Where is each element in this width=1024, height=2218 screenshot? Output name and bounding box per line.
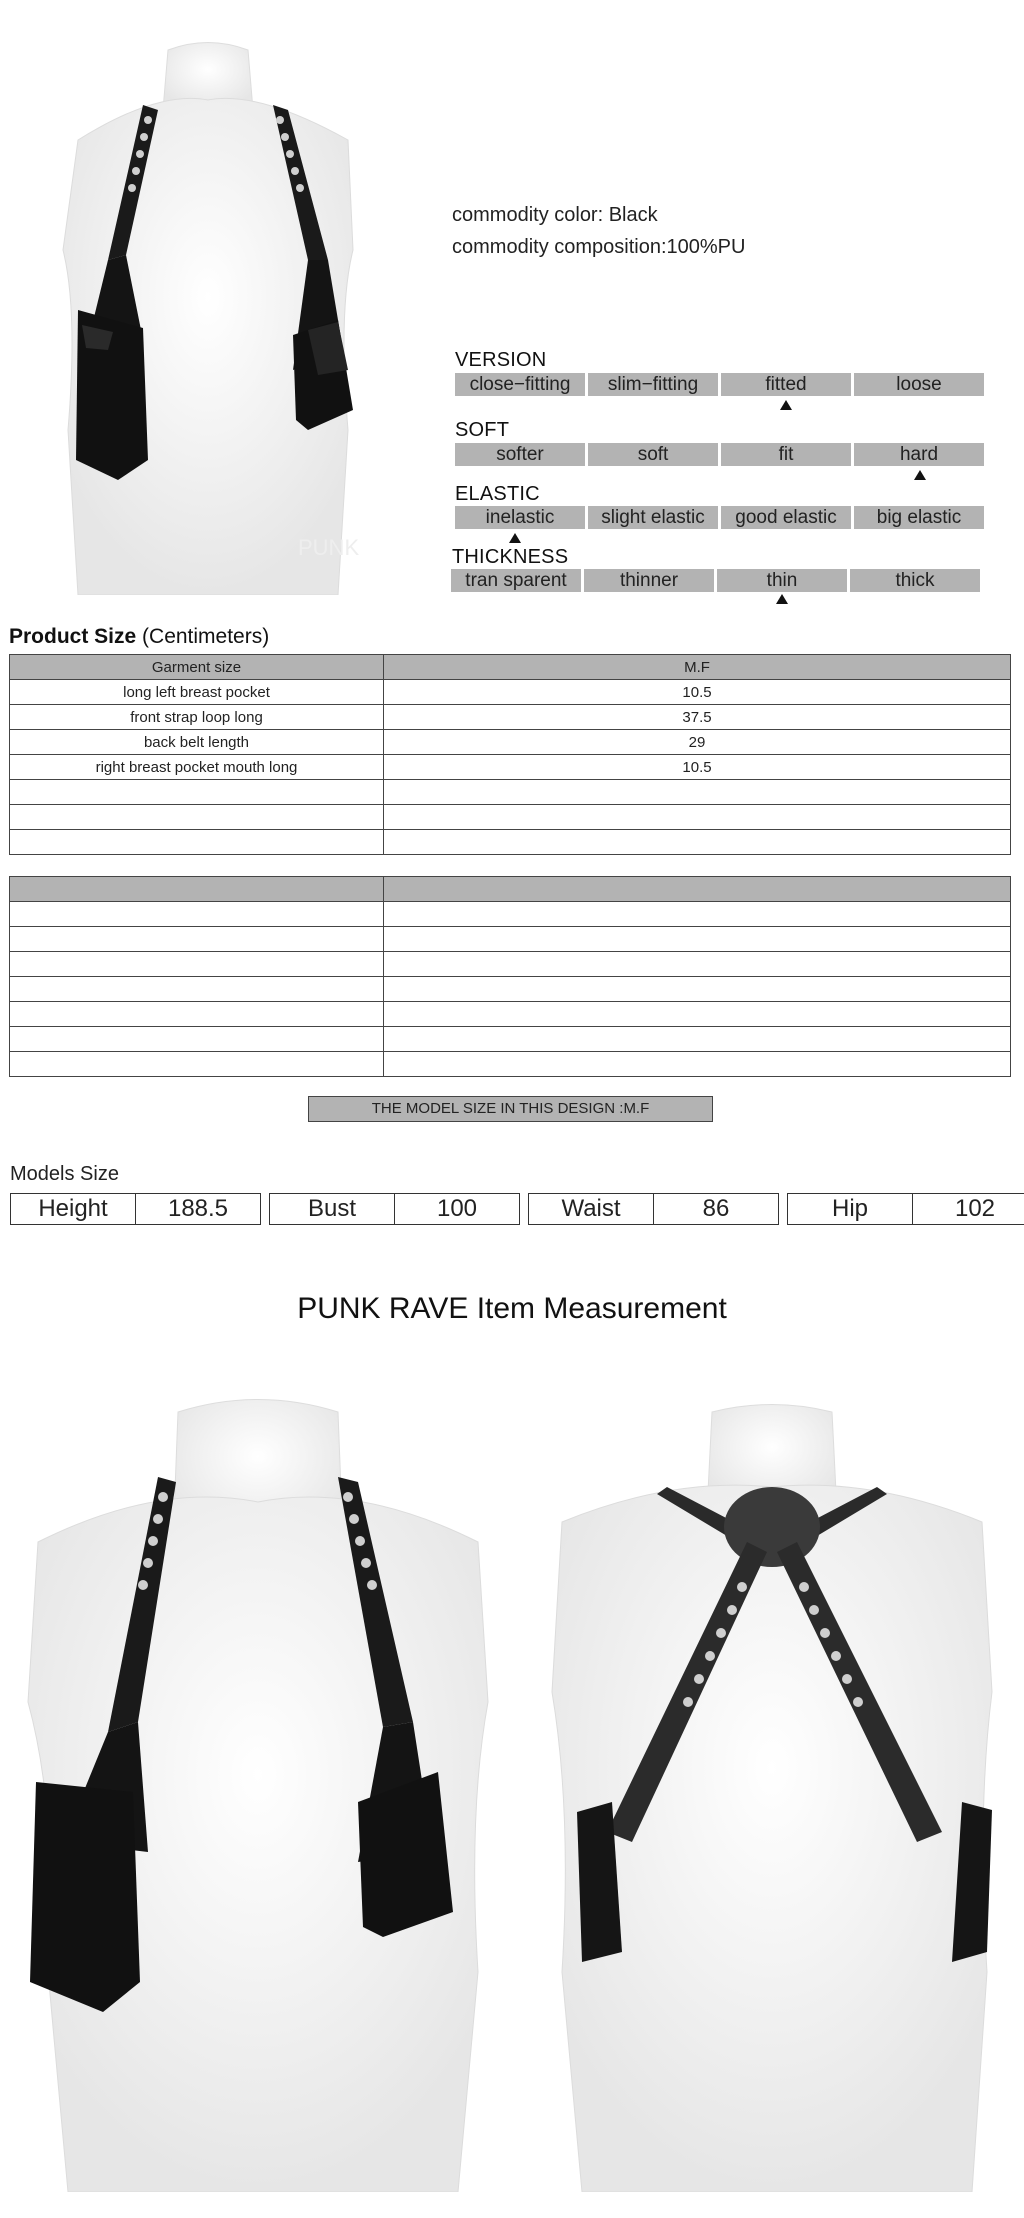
table-row [10,1027,1011,1052]
row-value: 37.5 [384,705,1011,730]
attr-scale-elastic [455,506,984,529]
table-row [10,705,1011,730]
secondary-size-table [9,876,1011,1077]
table-row [10,755,1011,780]
selected-marker-icon [776,594,788,604]
header-cell [384,877,1011,902]
row-value [384,830,1011,855]
harness-back-illustration [522,1392,1022,2192]
attr-option: slight elastic [588,506,718,529]
row-label: right breast pocket mouth long [10,755,384,780]
table-row [10,780,1011,805]
row-value: 10.5 [384,755,1011,780]
cell [384,1027,1011,1052]
row-label [10,805,384,830]
cell [10,952,384,977]
header-garment-size: Garment size [10,655,384,680]
table-header-row [10,655,1011,680]
attr-label-version: VERSION [455,349,547,371]
attr-option: fit [721,443,851,466]
attr-option: loose [854,373,984,396]
product-photo-front-top [8,10,438,595]
attr-option: softer [455,443,585,466]
header-cell [10,877,384,902]
row-label: front strap loop long [10,705,384,730]
table-row [10,680,1011,705]
product-size-table [9,654,1011,855]
attr-option-selected: fitted [721,373,851,396]
measure-value: 100 [394,1194,519,1224]
attr-scale-version [455,373,984,396]
attr-label-elastic: ELASTIC [455,483,540,505]
attr-option: good elastic [721,506,851,529]
attr-label-thickness: THICKNESS [452,546,569,568]
product-photo-front [8,1392,508,2192]
selected-marker-icon [780,400,792,410]
attr-scale-soft [455,443,984,466]
table-row [10,830,1011,855]
measure-label: Bust [307,1195,357,1222]
cell [384,1052,1011,1077]
header-size-mf: M.F [384,655,1011,680]
commodity-composition: commodity composition:100%PU [452,236,746,258]
product-size-unit: (Centimeters) [136,625,270,648]
measure-label: Hip [831,1195,868,1222]
measure-label: Height [38,1195,108,1222]
cell [384,952,1011,977]
attr-option: thinner [584,569,714,592]
table-row [10,927,1011,952]
attr-option: tran sparent [451,569,581,592]
row-label: back belt length [10,730,384,755]
table-row [10,730,1011,755]
model-measure-waist [528,1193,779,1225]
measurement-title: PUNK RAVE Item Measurement [297,1292,727,1325]
row-value: 29 [384,730,1011,755]
models-size-title: Models Size [10,1163,119,1185]
cell [10,977,384,1002]
cell [10,1052,384,1077]
model-size-banner: THE MODEL SIZE IN THIS DESIGN :M.F [308,1096,713,1122]
table-row [10,805,1011,830]
attr-option: big elastic [854,506,984,529]
cell [384,902,1011,927]
row-label [10,830,384,855]
table-header-row [10,877,1011,902]
measure-value: 86 [653,1194,778,1224]
attr-option: soft [588,443,718,466]
attr-label-soft: SOFT [455,419,510,441]
models-size-row [10,1193,1024,1225]
row-label [10,780,384,805]
cell [10,1002,384,1027]
row-value: 10.5 [384,680,1011,705]
cell [384,1002,1011,1027]
table-row [10,902,1011,927]
harness-front-illustration [8,10,438,595]
cell [10,927,384,952]
attr-scale-thickness [451,569,980,592]
attr-option: slim−fitting [588,373,718,396]
attr-option-selected: inelastic [455,506,585,529]
product-photo-back [522,1392,1022,2192]
measure-label: Waist [561,1195,621,1222]
cell [384,927,1011,952]
attr-option: close−fitting [455,373,585,396]
table-row [10,952,1011,977]
attr-option: thick [850,569,980,592]
row-label: long left breast pocket [10,680,384,705]
product-size-title [9,625,269,649]
selected-marker-icon [509,533,521,543]
measure-value: 102 [912,1194,1024,1224]
harness-front-illustration [8,1392,508,2192]
row-value [384,805,1011,830]
table-row [10,977,1011,1002]
row-value [384,780,1011,805]
cell [10,1027,384,1052]
model-measure-bust [269,1193,520,1225]
table-row [10,1052,1011,1077]
svg-text:PUNK: PUNK [298,535,360,560]
cell [10,902,384,927]
cell [384,977,1011,1002]
selected-marker-icon [914,470,926,480]
measure-value: 188.5 [135,1194,260,1224]
product-size-title-bold: Product Size [9,625,137,648]
table-row [10,1002,1011,1027]
model-measure-height [10,1193,261,1225]
commodity-color: commodity color: Black [452,204,658,226]
attr-option-selected: thin [717,569,847,592]
attr-option-selected: hard [854,443,984,466]
model-measure-hip [787,1193,1024,1225]
